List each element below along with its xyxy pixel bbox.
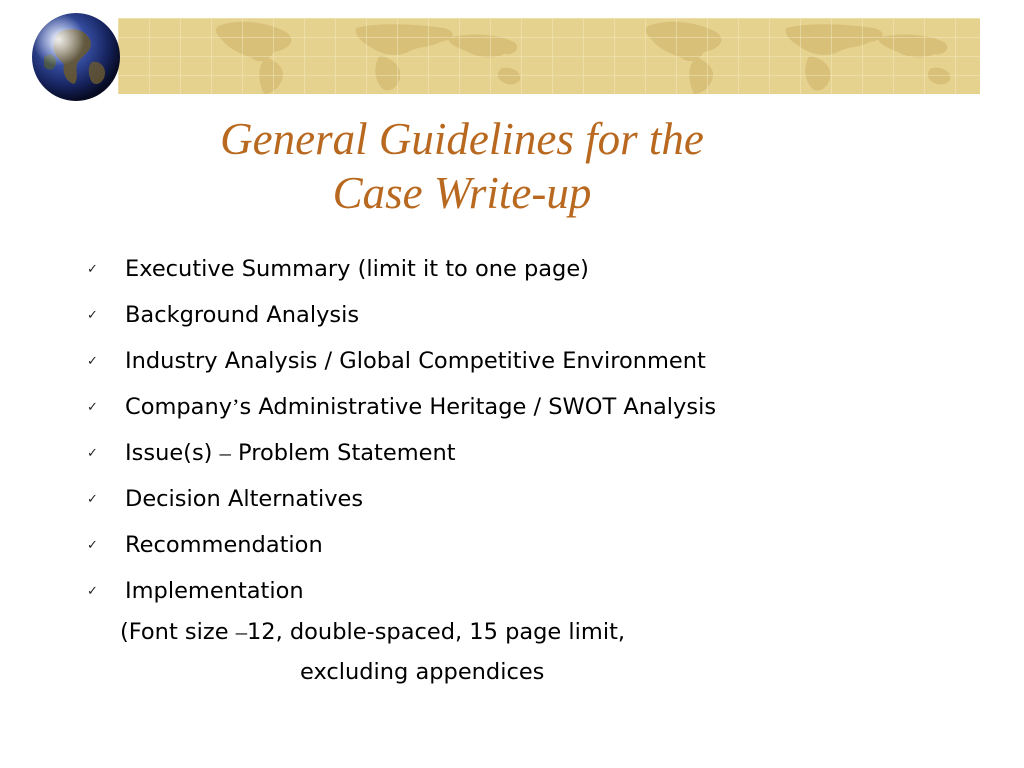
title-line-1: General Guidelines for the bbox=[220, 114, 704, 164]
apostrophe-glyph: ’ bbox=[232, 394, 240, 419]
note-post: 12, double-spaced, 15 page limit, bbox=[246, 619, 626, 645]
globe-icon bbox=[30, 12, 122, 102]
title-line-2: Case Write-up bbox=[332, 168, 592, 218]
list-item-text: Implementation bbox=[125, 578, 304, 604]
list-item-text-pre: Company bbox=[125, 394, 233, 420]
checkmark-icon: ✓ bbox=[87, 537, 98, 553]
dash-glyph: – bbox=[219, 440, 231, 465]
list-item-text: Recommendation bbox=[125, 532, 323, 558]
checkmark-icon: ✓ bbox=[87, 353, 98, 369]
slide-title bbox=[0, 112, 924, 220]
list-item-text: Decision Alternatives bbox=[125, 486, 364, 512]
list-item-text: Industry Analysis / Global Competitive Environment bbox=[125, 348, 706, 374]
checkmark-icon: ✓ bbox=[87, 491, 98, 507]
list-item bbox=[87, 338, 716, 384]
list-item-text: Executive Summary (limit it to one page) bbox=[125, 256, 589, 282]
formatting-note bbox=[120, 614, 625, 650]
checkmark-icon: ✓ bbox=[87, 307, 98, 323]
list-item-text: Background Analysis bbox=[125, 302, 360, 328]
guidelines-list bbox=[87, 246, 716, 614]
list-item-text-pre: Issue(s) bbox=[125, 440, 220, 466]
list-item-text bbox=[125, 394, 716, 420]
checkmark-icon: ✓ bbox=[87, 399, 98, 415]
list-item bbox=[87, 568, 716, 614]
list-item bbox=[87, 292, 716, 338]
world-map-banner bbox=[118, 18, 980, 94]
checkmark-icon: ✓ bbox=[87, 261, 98, 277]
checkmark-icon: ✓ bbox=[87, 445, 98, 461]
list-item bbox=[87, 522, 716, 568]
list-item-text-post: s Administrative Heritage / SWOT Analysis bbox=[239, 394, 717, 420]
checkmark-icon: ✓ bbox=[87, 583, 98, 599]
list-item-text-post: Problem Statement bbox=[230, 440, 456, 466]
note-pre: (Font size bbox=[120, 619, 236, 645]
list-item bbox=[87, 384, 716, 430]
list-item bbox=[87, 246, 716, 292]
list-item bbox=[87, 430, 716, 476]
list-item bbox=[87, 476, 716, 522]
list-item-text bbox=[125, 440, 456, 466]
dash-glyph: – bbox=[235, 619, 247, 644]
formatting-note-line-2: excluding appendices bbox=[300, 659, 545, 685]
